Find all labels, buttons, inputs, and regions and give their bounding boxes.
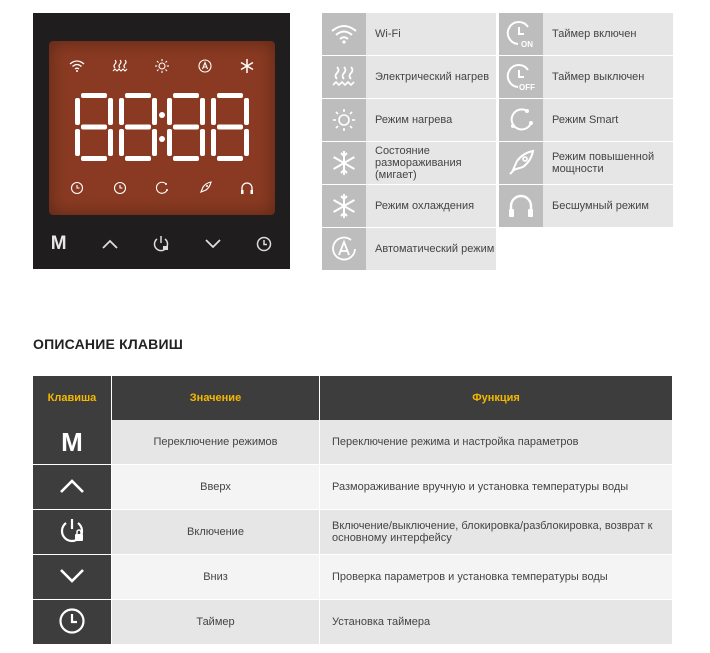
table-row <box>33 420 673 465</box>
legend-item: ON Таймер включен <box>499 13 673 55</box>
key-function: Включение/выключение, блокировка/разблокировка, возврат к основному интерфейсу <box>320 510 673 555</box>
auto-icon <box>322 228 366 270</box>
chevron-down-icon <box>59 568 85 584</box>
seven-segment-display <box>75 93 249 161</box>
smart-icon <box>144 179 180 197</box>
legend-item: Режим нагрева <box>322 99 496 141</box>
column-header-meaning: Значение <box>112 376 320 420</box>
key-function: Размораживание вручную и установка температуры воды <box>320 465 673 510</box>
timer-on-icon <box>59 179 95 197</box>
keys-table <box>33 376 673 645</box>
timer-off-icon <box>102 179 138 197</box>
column-header-function: Функция <box>320 376 673 420</box>
key-meaning: Таймер <box>112 600 320 645</box>
legend-item: Режим охлаждения <box>322 185 496 227</box>
table-row <box>33 510 673 555</box>
key-function: Переключение режима и настройка параметров <box>320 420 673 465</box>
mode-key: M <box>33 420 112 465</box>
snowflake-icon <box>322 185 366 227</box>
sun-icon <box>144 57 180 75</box>
electric-heater-icon <box>322 56 366 98</box>
section-title: ОПИСАНИЕ КЛАВИШ <box>33 336 184 352</box>
snowflake-icon <box>322 142 366 184</box>
legend-item: Электрический нагрев <box>322 56 496 98</box>
power-lock-icon <box>58 517 86 545</box>
icon-legend-right <box>499 13 673 228</box>
smart-icon <box>499 99 543 141</box>
electric-heater-icon <box>102 57 138 75</box>
svg-text:OFF: OFF <box>519 83 535 92</box>
mode-key[interactable]: M <box>50 233 67 254</box>
power-lock-icon[interactable] <box>146 231 176 257</box>
rocket-icon <box>499 142 543 184</box>
snowflake-icon <box>229 57 265 75</box>
headphones-icon <box>499 185 543 227</box>
key-meaning: Вверх <box>112 465 320 510</box>
control-panel <box>33 13 290 269</box>
chevron-down-icon[interactable] <box>198 231 228 257</box>
rocket-icon <box>187 179 223 197</box>
column-header-key: Клавиша <box>33 376 112 420</box>
legend-item: Режим повышенной мощности <box>499 142 673 184</box>
legend-item: Бесшумный режим <box>499 185 673 227</box>
chevron-up-icon[interactable] <box>95 231 125 257</box>
legend-item: Автоматический режим <box>322 228 496 270</box>
key-meaning: Включение <box>112 510 320 555</box>
sun-icon <box>322 99 366 141</box>
table-row <box>33 600 673 645</box>
clock-icon <box>58 607 86 635</box>
key-function: Проверка параметров и установка температуры воды <box>320 555 673 600</box>
display-screen <box>49 41 275 215</box>
auto-icon <box>187 57 223 75</box>
clock-icon[interactable] <box>249 231 279 257</box>
headphones-icon <box>229 179 265 197</box>
legend-item: Режим Smart <box>499 99 673 141</box>
table-header-row <box>33 376 673 420</box>
key-meaning: Вниз <box>112 555 320 600</box>
table-row <box>33 555 673 600</box>
svg-text:ON: ON <box>521 40 533 49</box>
legend-item: Состояние размораживания (мигает) <box>322 142 496 184</box>
legend-item: OFF Таймер выключен <box>499 56 673 98</box>
timer-off-icon <box>499 56 543 98</box>
wifi-icon <box>59 57 95 75</box>
legend-item: Wi-Fi <box>322 13 496 55</box>
icon-legend-left <box>322 13 496 271</box>
key-function: Установка таймера <box>320 600 673 645</box>
table-row <box>33 465 673 510</box>
key-meaning: Переключение режимов <box>112 420 320 465</box>
timer-on-icon <box>499 13 543 55</box>
chevron-up-icon <box>59 478 85 494</box>
wifi-icon <box>322 13 366 55</box>
